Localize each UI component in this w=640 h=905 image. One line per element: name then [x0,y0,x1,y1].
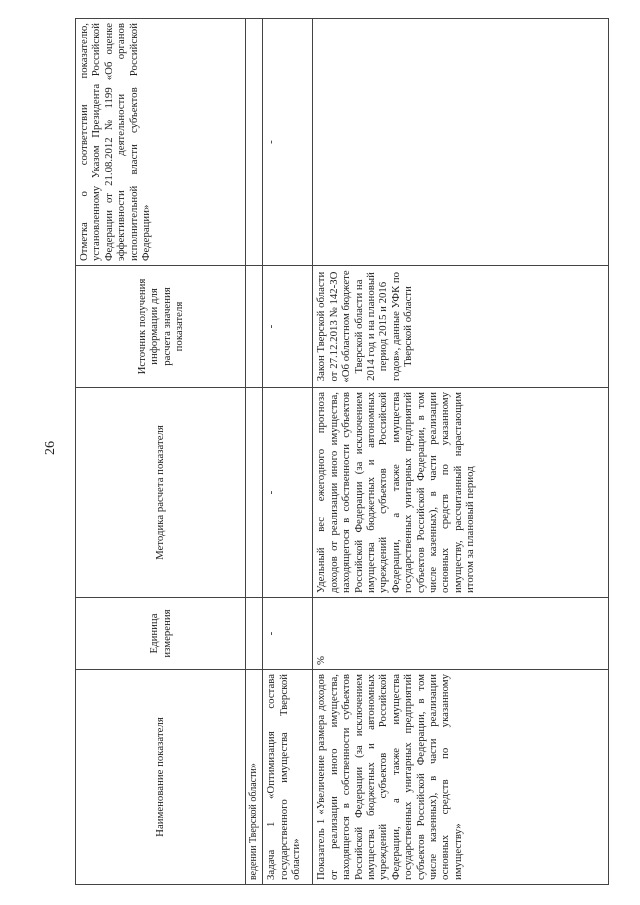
table-row [313,19,609,885]
cell-unit [246,598,263,670]
cell-method: Удельный вес ежегодного прогноза доходов от реализации иного имущества, находящегося в собственности субъектов Российской Федерации (за исключением имущества бюджетных и автономных учреждений субъектов Российской Федерации, а также имущества государственных унитарных предприятий субъектов Российской Федерации, в том числе казенных), в части реализации основных средств по указанному имуществу, рассчитанный нарастающим итогом за плановый период [313,388,609,598]
cell-mark [246,19,263,266]
header-unit: Единица измерения [76,598,246,670]
indicator-table [75,18,609,885]
header-name: Наименование показателя [76,670,246,885]
table-row [263,19,313,885]
cell-source: Закон Тверской области от 27.12.2013 № 142-ЗО «Об областном бюджете Тверской области на 2014 год и на плановый период 2015 и 2016 годов», данные УФК по Тверской области [313,266,609,388]
cell-source: - [263,266,313,388]
cell-name: Задача 1 «Оптимизация состава государственного имущества Тверской области» [263,670,313,885]
cell-source [246,266,263,388]
header-mark: Отметка о соответствии показателю, установленному Указом Президента Российской Федерации от 21.08.2012 № 1199 «Об оценке эффективности деятельности органов исполнительной власти субъектов Российской Федерации» [76,19,246,266]
landscape-sheet [75,19,621,885]
header-method: Методика расчета показателя [76,388,246,598]
cell-unit: % [313,598,609,670]
table-row [246,19,263,885]
cell-mark: - [263,19,313,266]
header-source: Источник получения информации для расчета значения показателя [76,266,246,388]
cell-unit: - [263,598,313,670]
cell-name: Показатель 1 «Увеличение размера доходов от реализации иного имущества, находящегося в собственности субъектов Российской Федерации (за исключением имущества бюджетных и автономных учреждений субъектов Российской Федерации, а также имущества государственных унитарных предприятий субъектов Российской Федерации, в том числе казенных), в части реализации основных средств по указанному имуществу» [313,670,609,885]
cell-mark [313,19,609,266]
cell-name: ведении Тверской области» [246,670,263,885]
cell-method [246,388,263,598]
cell-method: - [263,388,313,598]
header-row [76,19,246,885]
page-number: 26 [43,441,58,455]
